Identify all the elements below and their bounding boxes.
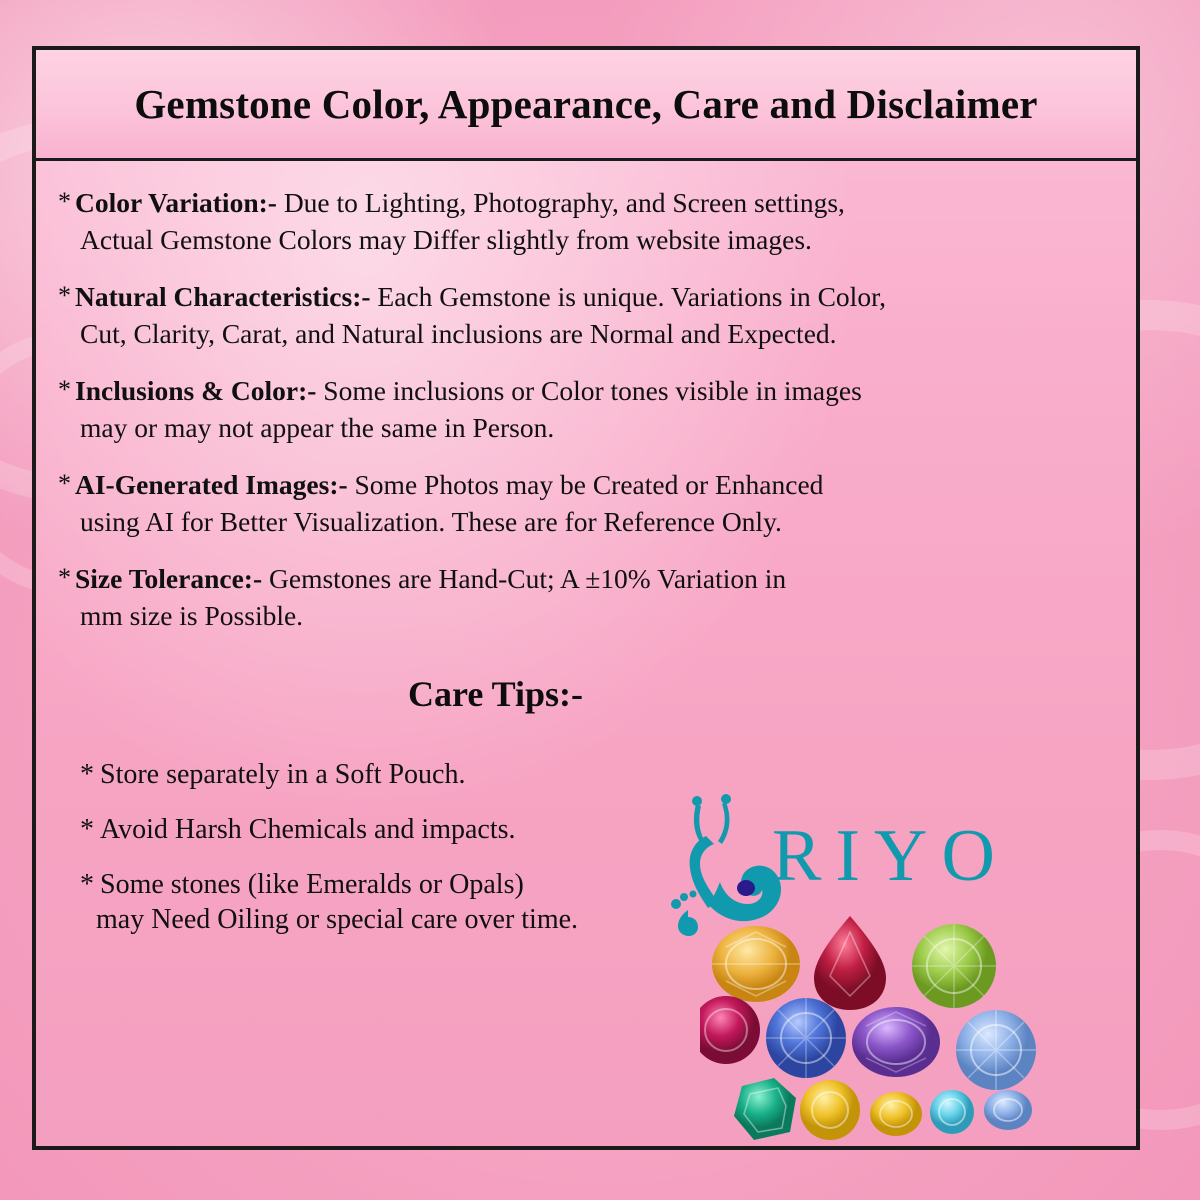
bullet-icon: * [80, 813, 94, 845]
bullet-icon: * [80, 758, 94, 790]
disclaimer-item-label: Natural Characteristics:- [75, 280, 371, 312]
disclaimer-item [58, 279, 1110, 352]
care-tips-heading: Care Tips:- [408, 673, 584, 714]
bullet-icon: * [58, 468, 71, 498]
care-tip-text: Some stones (like Emeralds or Opals) [100, 868, 524, 900]
bullet-icon: * [58, 280, 71, 310]
gem-garnet [814, 916, 886, 1010]
care-tips-header-row [58, 655, 1110, 751]
gem-blue-topaz [956, 1010, 1036, 1090]
disclaimer-item-label: Color Variation:- [75, 187, 277, 218]
disclaimer-item-text: Some Photos may be Created or Enhanced [347, 468, 824, 500]
disclaimer-item-text-line2: may or may not appear the same in Person. [80, 412, 555, 444]
bullet-icon: * [80, 868, 94, 900]
disclaimer-item-text: Due to Lighting, Photography, and Screen settings, [276, 187, 845, 218]
riyo-wordmark: RIYO [772, 815, 1009, 897]
disclaimer-item-text-line2: Actual Gemstone Colors may Differ slightly from website images. [80, 224, 812, 256]
disclaimer-item [58, 467, 1110, 540]
gem-yellow-oval [870, 1092, 922, 1136]
gem-sapphire [766, 998, 846, 1078]
gem-pale-blue [984, 1090, 1032, 1130]
disclaimer-item [58, 185, 1110, 258]
disclaimer-item-text: Each Gemstone is unique. Variations in Color, [370, 280, 886, 312]
disclaimer-item [58, 373, 1110, 446]
disclaimer-item-label: AI-Generated Images:- [75, 468, 348, 500]
gem-citrine [712, 926, 800, 1002]
gem-aquamarine [930, 1090, 974, 1134]
care-tip-item [80, 757, 780, 792]
disclaimer-item-text-line2: mm size is Possible. [80, 600, 304, 632]
disclaimer-item-text-line2: Cut, Clarity, Carat, and Natural inclusions are Normal and Expected. [80, 318, 837, 350]
gem-ruby [700, 996, 760, 1064]
care-tip-text-line2: may Need Oiling or special care over time. [96, 903, 579, 935]
disclaimer-item [58, 561, 1110, 634]
disclaimer-item-label: Inclusions & Color:- [75, 374, 317, 406]
page-title: Gemstone Color, Appearance, Care and Disclaimer [134, 81, 1038, 127]
disclaimer-item-text: Some inclusions or Color tones visible in images [316, 374, 862, 406]
title-bar [36, 50, 1136, 161]
disclaimer-item-text: Gemstones are Hand-Cut; A ±10% Variation in [262, 562, 787, 594]
bullet-icon: * [58, 187, 71, 216]
bullet-icon: * [58, 374, 71, 404]
disclaimer-item-text-line2: using AI for Better Visualization. These are for Reference Only. [80, 506, 782, 538]
gemstone-cluster-image [700, 902, 1130, 1142]
gem-yellow-citrine [800, 1080, 860, 1140]
care-tip-text: Store separately in a Soft Pouch. [100, 758, 466, 790]
disclaimer-item-label: Size Tolerance:- [75, 562, 263, 594]
care-tip-text: Avoid Harsh Chemicals and impacts. [100, 813, 516, 845]
gem-peridot [912, 924, 996, 1008]
gem-amethyst [852, 1007, 940, 1077]
gem-emerald [734, 1078, 796, 1140]
disclaimer-card [32, 46, 1140, 1150]
bullet-icon: * [58, 562, 71, 592]
